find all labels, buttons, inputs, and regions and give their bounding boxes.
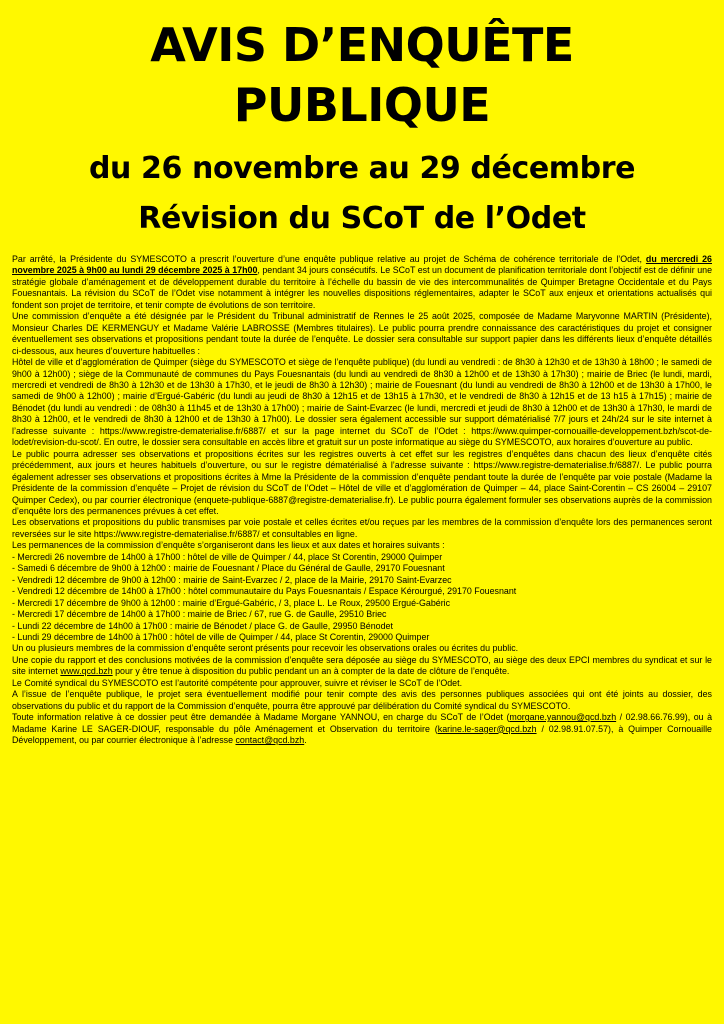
text-span: Par arrêté, la Présidente du SYMESCOTO a prescrit l’ouverture d’une enquête publique relative au projet de Schéma de cohérence territoriale de l’Odet, (12, 254, 646, 264)
email-link-le-sager[interactable]: karine.le-sager@qcd.bzh (437, 723, 537, 734)
text-span: . (304, 735, 307, 746)
date-range-heading: du 26 novembre au 29 décembre (88, 151, 636, 186)
list-item: - Mercredi 17 décembre de 9h00 à 12h00 : mairie d’Ergué-Gabéric, / 3, place L. Le Roux, 29500 Ergué-Gabéric (12, 597, 451, 608)
text-span: pour y être tenue à disposition du public pendant un an à compter de la date de clôture de l’enquête. (112, 666, 510, 677)
list-item: - Vendredi 12 décembre de 14h00 à 17h00 : hôtel communautaire du Pays Fouesnantais / Espace Kérourgué, 29170 Fouesnant (12, 586, 517, 597)
text-span: Toute information relative à ce dossier peut être demandée à Madame Morgane YANNOU, en charge du SCoT de l’Odet ( (12, 712, 510, 723)
enquiry-dates-highlight: du mercredi 26 novembre 2025 à 9h00 au lundi 29 décembre 2025 à 17h00 (12, 254, 712, 276)
title-line-2: PUBLIQUE (233, 78, 491, 132)
title-line-1: AVIS D’ENQUÊTE (150, 18, 574, 72)
qcd-website-link[interactable]: www.qcd.bzh (60, 666, 113, 677)
list-item: - Mercredi 26 novembre de 14h00 à 17h00 : hôtel de ville de Quimper / 44, place St Corentin, 29000 Quimper (12, 551, 443, 562)
text-span: / 02.98.66.76.99), ou à Madame Karine LE SAGER-DIOUF, responsable du pôle Aménagement et Observation du territoire ( (12, 712, 713, 734)
paragraph-permanences-intro: Les permanences de la commission d’enquête s’organiseront dans les lieux et aux dates et horaires suivants : (12, 540, 445, 551)
email-link-contact[interactable]: contact@qcd.bzh (235, 735, 305, 746)
list-item: - Mercredi 17 décembre de 14h00 à 17h00 : mairie de Briec / 67, rue G. de Gaulle, 29510 Briec (12, 609, 387, 620)
paragraph-locations: Hôtel de ville et d’agglomération de Quimper (siège du SYMESCOTO et siège de l’enquête publique) (du lundi au vendredi : de 8h30 à 12h30 et de 13h30 à 18h00 ; le samedi de 9h00 à 12h00) ; siège de la Communauté de communes du Pays Fouesnantais (du lundi au vendredi de 8h30 à 12h00 et de 13h30 à 17h30) ; mairie de Briec (le lundi, mardi, mercredi et vendredi de 8h30 à 12h30 et de 13h30 à 17h30, et le jeudi de 8h30 à 12h30) ; mairie de Fouesnant (du lundi au vendredi de 8h30 à 12h00 et de 13h30 à 17h00, le samedi de 9h00 à 12h00) ; mairie d’Ergué-Gabéric (du lundi au jeudi de 8h30 à 12h15 et de 13h15 à 17h30, et le vendredi de 8h30 à 12h15 et de 13 h15 à 17h15) ; mairie de Bénodet (du lundi au vendredi : de 08h30 à 11h45 et de 13h30 à 17h00) ; mairie de Saint-Evarzec (le lundi, mercredi et jeudi de 8h30 à 12h00 et de 13h30 à 17h30, le mardi de 8h30 à 12h00, et le vendredi de 8h30 à 12h00 et de 13h30 à 17h00). Le dossier sera également accessible sur support dématérialisé 7/7 jours et 24h/24 sur le site internet à l’adresse suivante : https://www.registre-dematerialise.fr/6887/ et sur la page internet du SCoT de l’Odet : https://www.quimper-cornouaille-developpement.bzh/scot-de-lodet/revision-du-scot/. En outre, le dossier sera consultable en accès libre et gratuit sur un poste informatique au siège du SYMESCOTO, aux horaires d’ouverture au public. (12, 357, 712, 448)
notice-body (12, 254, 712, 746)
paragraph-report (12, 655, 712, 678)
paragraph-outcome: A l’issue de l’enquête publique, le projet sera éventuellement modifié pour tenir compte des avis des personnes publiques associées qui ont été joints au dossier, des observations du public et du rapport de la Commission d’enquête, pourra être approuvé par délibération du Comité syndical du SYMESCOTO. (12, 689, 712, 711)
list-item: - Vendredi 12 décembre de 9h00 à 12h00 : mairie de Saint-Evarzec / 2, place de la Mairie, 29170 Saint-Evarzec (12, 574, 452, 585)
list-item: - Lundi 22 décembre de 14h00 à 17h00 : mairie de Bénodet / place G. de Gaulle, 29950 Bénodet (12, 620, 393, 631)
email-link-yannou[interactable]: morgane.yannou@qcd.bzh (509, 712, 617, 723)
subject-heading: Révision du SCoT de l’Odet (138, 201, 586, 236)
text-span: Une copie du rapport et des conclusions motivées de la commission d’enquête sera déposée au siège du SYMESCOTO, au siège des deux EPCI membres du syndicat et sur le site internet (12, 654, 712, 677)
paragraph-online-registry: Les observations et propositions du public transmises par voie postale et celles écrites et/ou reçues par les membres de la commission d’enquête lors des permanences seront reversées sur le site https://www.registre-dematerialise.fr/6887/ et consultables en ligne. (12, 517, 712, 539)
permanences-list (12, 552, 712, 644)
text-span: , pendant 34 jours consécutifs. Le SCoT est un document de planification territoriale dont l’objectif est de définir une stratégie globale d’aménagement et de développement durable du territoire à l’échelle du bassin de vie des intercommunalités de Quimper Bretagne Occidentale et du Pays Fouesnantais. La révision du SCoT de l’Odet vise notamment à intégrer les nouvelles dispositions réglementaires, adapter le SCoT aux enjeux et orientations actualisés qui fondent son projet de territoire, et tenir compte de évolutions de son territoire. (12, 265, 712, 310)
text-span: / 02.98.91.07.57), à Quimper Cornouaille Développement, ou par courrier électronique à l’adresse (12, 723, 712, 746)
notice-header (12, 0, 712, 238)
paragraph-observations: Le public pourra adresser ses observations et propositions écrites sur les registres ouverts à cet effet sur les registres d’enquêtes dans chacun des lieux d’enquête cités précédemment, aux jours et heures habituels d’ouverture, ou sur le registre dématérialisé à l’adresse suivante : https://www.registre-dematerialise.fr/6887/. Le public pourra également adresser ses observations et propositions écrites à Mme la Présidente de la commission d’enquête pendant toute la durée de l’enquête par voie postale (Madame la Présidente de la commission d’enquête – Projet de révision du SCoT de l’Odet – Hôtel de ville et d’agglomération de Quimper – 44, place Saint-Corentin – CS 26004 – 29107 Quimper Cedex), ou par courrier électronique (enquete-publique-6887@registre-dematerialise.fr). Le public pourra également formuler ses observations auprès de la commission d’enquête lors des permanences prévues à cet effet. (12, 448, 712, 516)
list-item: - Lundi 29 décembre de 14h00 à 17h00 : hôtel de ville de Quimper / 44, place St Corentin, 29000 Quimper (12, 631, 430, 642)
paragraph-members-present: Un ou plusieurs membres de la commission d’enquête seront présents pour recevoir les observations orales ou écrites du public. (12, 643, 519, 654)
list-item: - Samedi 6 décembre de 9h00 à 12h00 : mairie de Fouesnant / Place du Général de Gaulle, 29170 Fouesnant (12, 563, 445, 574)
paragraph-prescription (12, 254, 712, 311)
paragraph-commission: Une commission d’enquête a été désignée par le Président du Tribunal administratif de Rennes le 25 août 2025, composée de Madame Maryvonne MARTIN (Présidente), Monsieur Charles DE KERMENGUY et Madame Valérie LABROSSE (Membres titulaires). Le public pourra prendre connaissance des caractéristiques du projet et consigner éventuellement ses observations et propositions pendant toute la durée de l’enquête. Le dossier sera consultable sur support papier dans les différents lieux d’enquête détaillés ci-dessous, aux heures d’ouverture habituelles : (12, 311, 712, 356)
paragraph-authority: Le Comité syndical du SYMESCOTO est l’autorité compétente pour approuver, suivre et réviser le SCoT de l’Odet. (12, 677, 463, 688)
paragraph-contact (12, 712, 712, 746)
